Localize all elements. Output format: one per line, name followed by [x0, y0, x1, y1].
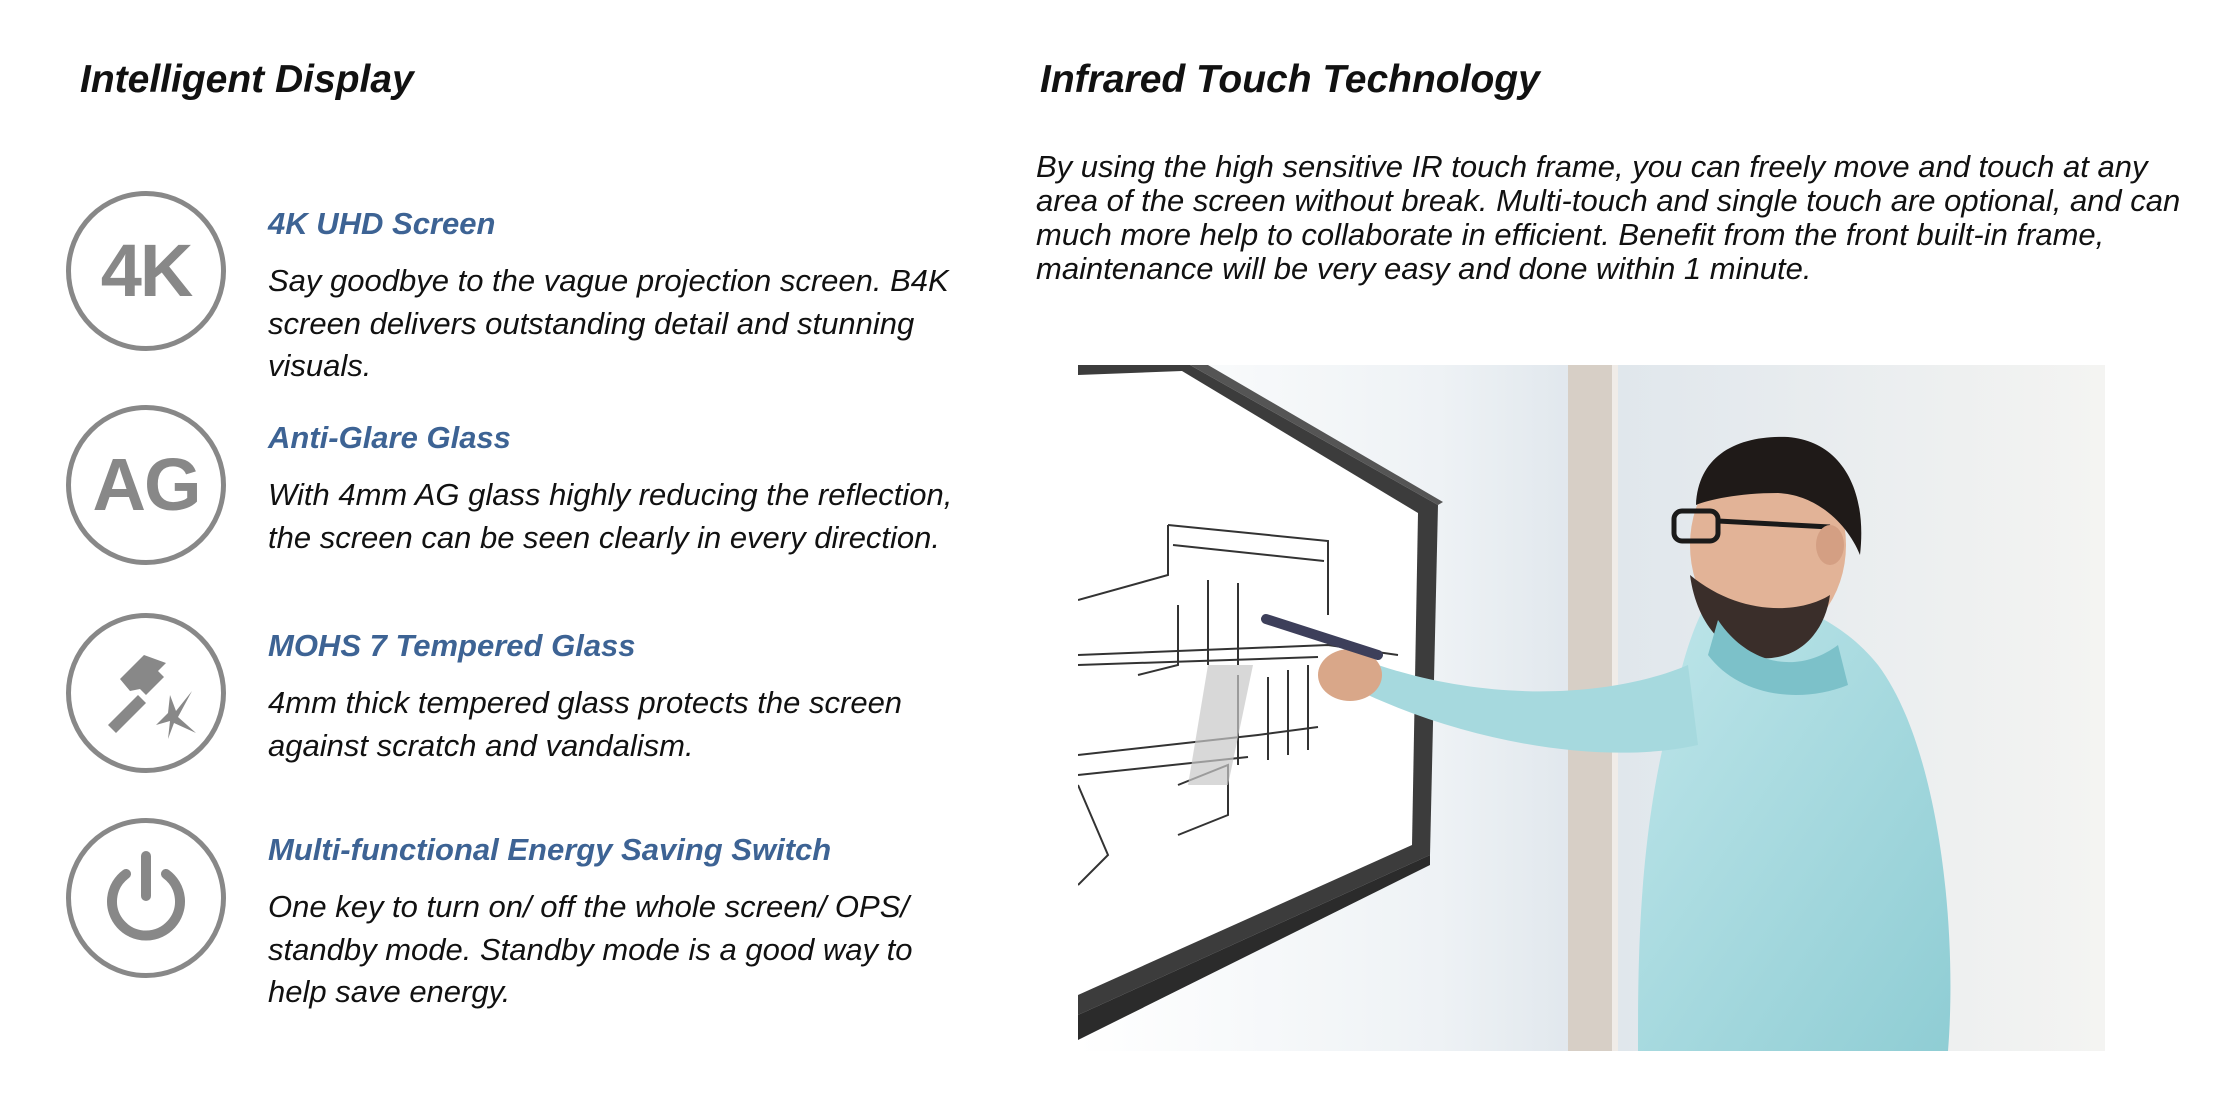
feature-description: One key to turn on/ off the whole screen/ OPS/ standby mode. Standby mode is a good way to help save energy.: [268, 889, 913, 1009]
feature-title: Anti-Glare Glass: [268, 420, 511, 455]
feature-title: 4K UHD Screen: [268, 206, 496, 241]
feature-description: With 4mm AG glass highly reducing the reflection, the screen can be seen clearly in every direction.: [268, 477, 953, 555]
power-icon: [66, 818, 226, 978]
feature-title: Multi-functional Energy Saving Switch: [268, 832, 832, 867]
feature-description: 4mm thick tempered glass protects the screen against scratch and vandalism.: [268, 685, 903, 763]
product-photo-illustration: [1078, 365, 2105, 1051]
hammer-icon: [66, 613, 226, 773]
4k-badge-label: 4K: [100, 229, 192, 312]
power-icon-graphic: [86, 838, 206, 958]
infrared-intro-text: By using the high sensitive IR touch frame, you can freely move and touch at any area of the screen without break. Multi-touch and single touch are optional, and can much more help to collaborate in efficient. Benefit from the front built-in frame, maintenance will be very easy and done within 1 minute.: [1036, 149, 2181, 286]
hammer-icon-graphic: [86, 633, 206, 753]
4k-badge-icon: [66, 191, 226, 351]
section-heading-infrared-touch: Infrared Touch Technology: [1040, 58, 1540, 101]
product-photo: [1078, 365, 2105, 1051]
feature-title: MOHS 7 Tempered Glass: [268, 628, 636, 663]
ag-badge-label: AG: [92, 443, 200, 526]
ag-badge-icon: [66, 405, 226, 565]
feature-description: Say goodbye to the vague projection screen. B4K screen delivers outstanding detail and stunning visuals.: [268, 263, 949, 383]
section-heading-intelligent-display: Intelligent Display: [80, 58, 414, 101]
